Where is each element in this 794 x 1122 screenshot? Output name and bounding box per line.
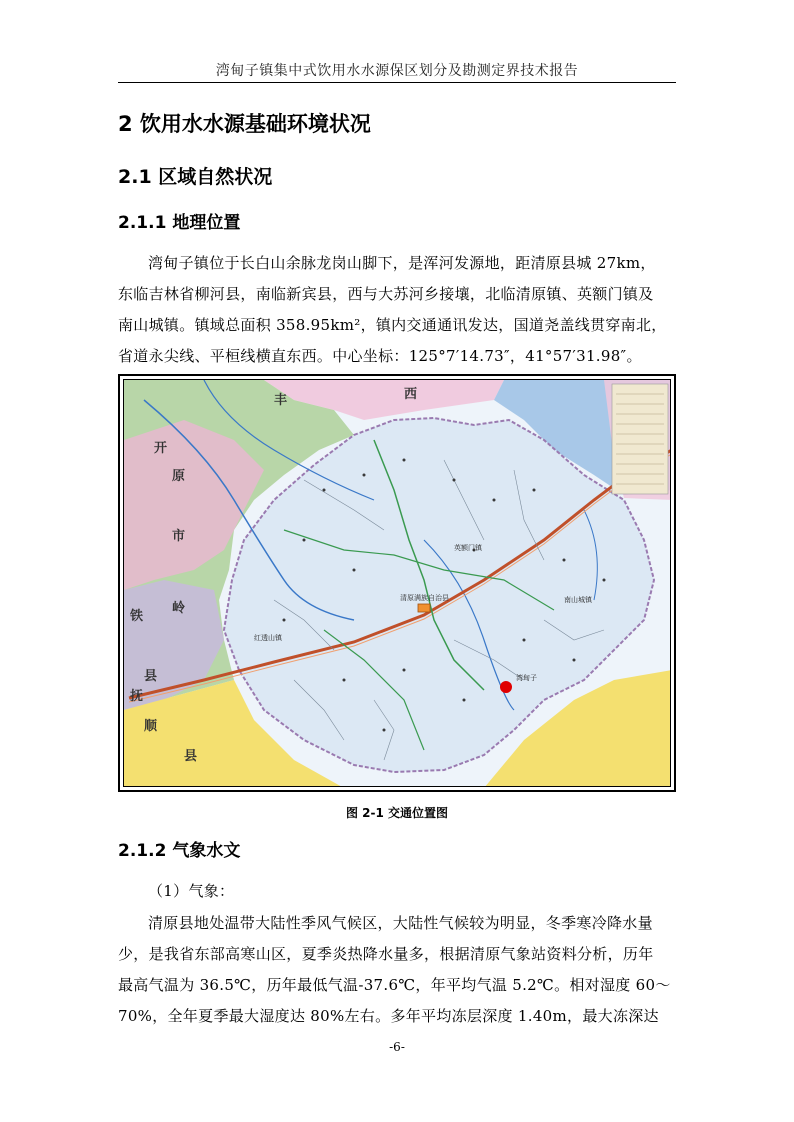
paragraph-line: 省道永尖线、平桓线横直东西。中心坐标：125°7′14.73″，41°57′31.98″。 (118, 347, 642, 365)
map-region-label: 岭 (172, 601, 186, 616)
section-heading: 2.1 区域自然状况 (118, 166, 273, 188)
water-source-marker (500, 681, 512, 693)
page-number: -6- (389, 1040, 405, 1054)
map-town-label: 湾甸子 (516, 674, 537, 682)
map-town-label: 红透山镇 (254, 634, 282, 642)
header-rule (118, 82, 676, 83)
paragraph-line: 70%，全年夏季最大湿度达 80%左右。多年平均冻层深度 1.40m，最大冻深达 (118, 1007, 659, 1025)
paragraph-line: 湾甸子镇位于长白山余脉龙岗山脚下，是浑河发源地，距清原县城 27km， (148, 254, 656, 272)
map-region-label: 市 (172, 529, 186, 544)
traffic-location-map (118, 374, 676, 792)
map-region-label: 开 (154, 441, 168, 456)
map-image (124, 380, 671, 787)
map-region-label: 西 (404, 387, 418, 402)
map-region-label: 顺 (144, 719, 158, 734)
county-seat-icon (418, 604, 430, 612)
chapter-heading: 2 饮用水水源基础环境状况 (118, 112, 371, 136)
map-region-label: 原 (172, 469, 186, 484)
page-header: 湾甸子镇集中式饮用水水源保区划分及勘测定界技术报告 (215, 63, 579, 79)
map-town-label: 清原满族自治县 (400, 594, 449, 602)
list-item-label: （1）气象： (148, 882, 235, 900)
map-legend (612, 384, 668, 494)
map-region-label: 铁 (130, 609, 144, 624)
paragraph-line: 少，是我省东部高寒山区，夏季炎热降水量多，根据清原气象站资料分析，历年 (118, 945, 654, 963)
figure-caption: 图 2-1 交通位置图 (345, 806, 449, 820)
paragraph-line: 最高气温为 36.5℃，历年最低气温-37.6℃，年平均气温 5.2℃。相对湿度 60～ (118, 976, 671, 994)
map-region-label: 抚 (130, 689, 144, 704)
map-region-label: 丰 (274, 393, 288, 408)
subsection-heading-climate: 2.1.2 气象水文 (118, 841, 241, 861)
map-town-label: 南山城镇 (564, 596, 592, 604)
map-town-label: 英额门镇 (454, 544, 482, 552)
paragraph-line: 清原县地处温带大陆性季风气候区，大陆性气候较为明显，冬季寒冷降水量 (148, 914, 653, 932)
paragraph-line: 南山城镇。镇域总面积 358.95km²，镇内交通通讯发达，国道尧盖线贯穿南北， (118, 316, 667, 334)
map-region-label: 县 (144, 669, 158, 684)
map-region-label: 县 (184, 749, 198, 764)
subsection-heading-location: 2.1.1 地理位置 (118, 213, 241, 233)
paragraph-line: 东临吉林省柳河县，南临新宾县，西与大苏河乡接壤，北临清原镇、英额门镇及 (118, 285, 654, 303)
